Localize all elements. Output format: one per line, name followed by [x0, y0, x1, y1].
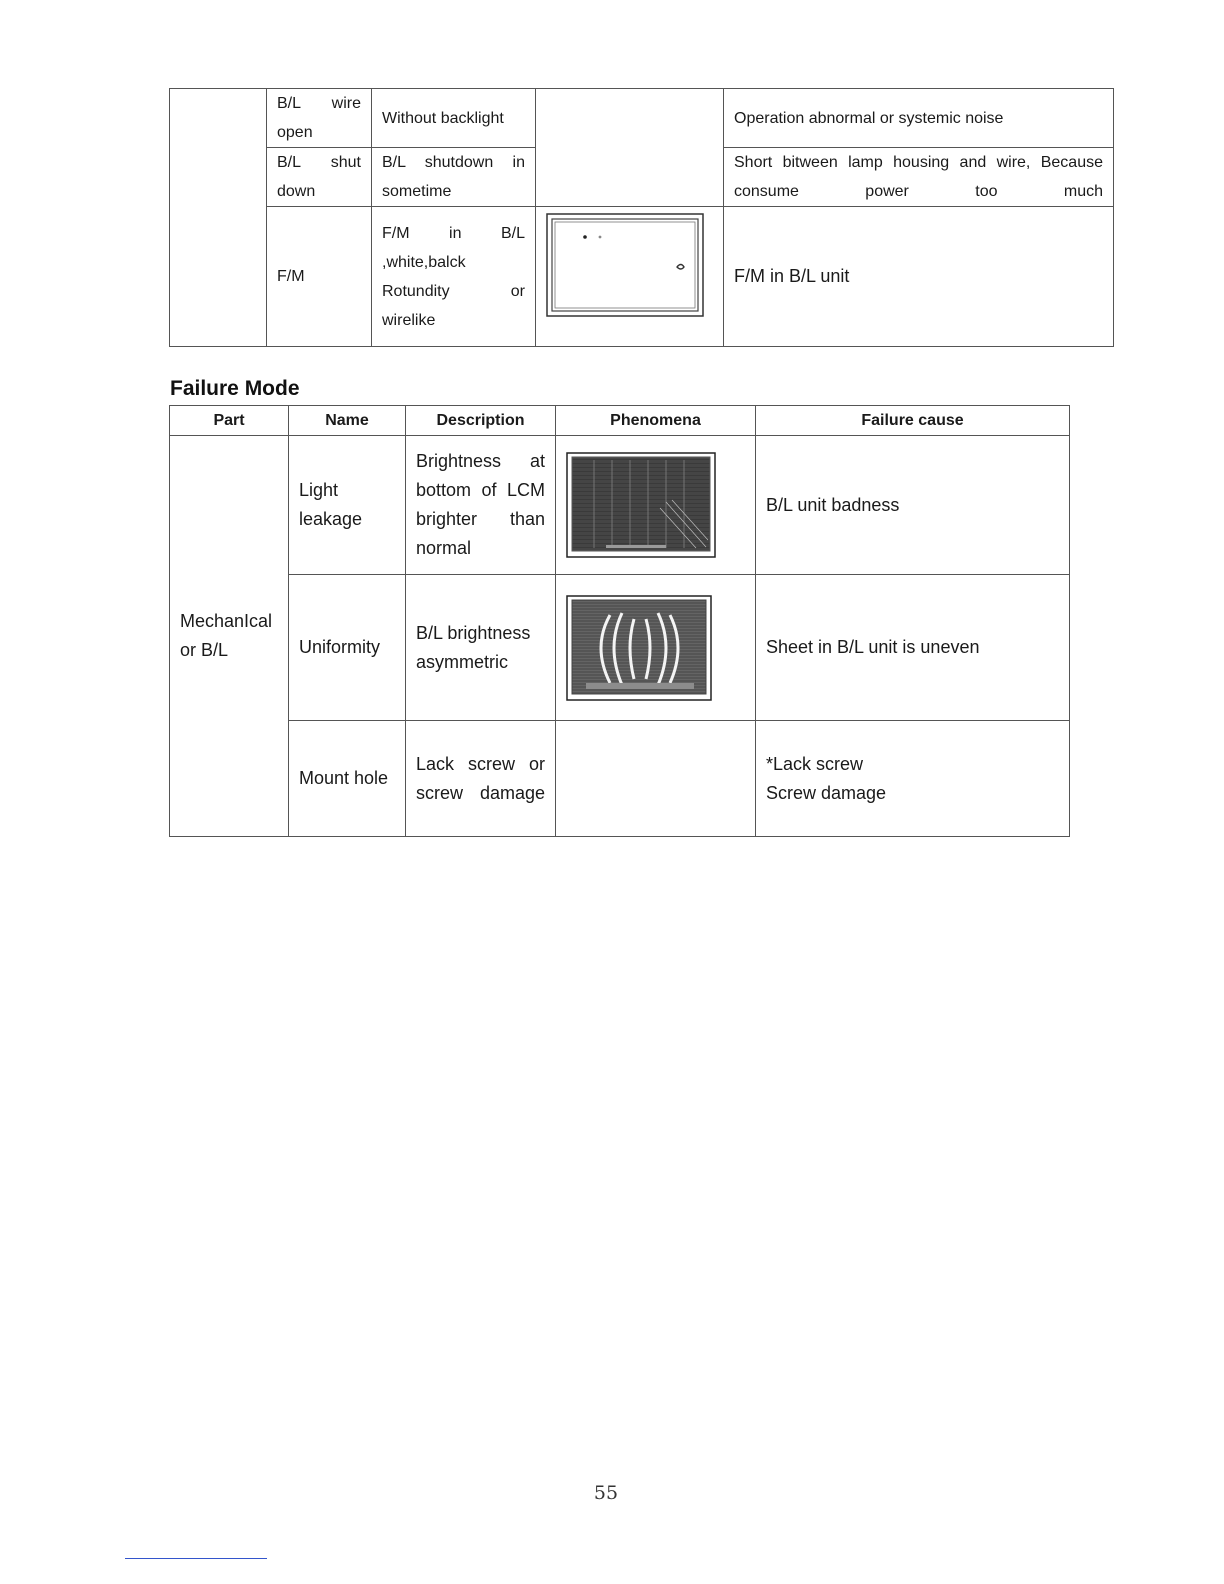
page-number: 55 [593, 1482, 619, 1504]
cause-cell: Operation abnormal or systemic noise [724, 89, 1114, 148]
name-cell: Light leakage [289, 436, 406, 575]
foreign-matter-panel-image [546, 213, 704, 317]
part-cell: MechanIcal or B/L [170, 436, 289, 837]
description-cell: Lack screw or screw damage [406, 721, 556, 837]
table-row [170, 575, 1070, 721]
cause-cell: F/M in B/L unit [724, 207, 1114, 347]
table-row [170, 89, 1114, 148]
footnote-divider [125, 1558, 267, 1559]
cause-cell: Short bitween lamp housing and wire, Because consume power too much [724, 148, 1114, 207]
phenomena-cell [556, 721, 756, 837]
name-cell: B/L wire open [267, 89, 372, 148]
cause-cell: Sheet in B/L unit is uneven [756, 575, 1070, 721]
description-cell: Brightness at bottom of LCM brighter than normal [406, 436, 556, 575]
description-cell: B/L brightness asymmetric [406, 575, 556, 721]
phenomena-cell [556, 436, 756, 575]
cause-cell: B/L unit badness [756, 436, 1070, 575]
name-cell: F/M [267, 207, 372, 347]
table-row [170, 207, 1114, 347]
name-cell: Uniformity [289, 575, 406, 721]
phenomena-cell [556, 575, 756, 721]
cause-line: *Lack screw [766, 753, 864, 774]
failure-mode-table [169, 405, 1070, 837]
description-cell: F/M in B/L ,white,balck Rotundity or wirelike [372, 207, 536, 347]
header-part: Part [170, 406, 289, 436]
header-row [170, 406, 1070, 436]
continued-failure-table [169, 88, 1114, 347]
description-cell: Without backlight [372, 89, 536, 148]
cause-cell [756, 721, 1070, 837]
phenomena-cell [536, 89, 724, 207]
description-cell: B/L shutdown in sometime [372, 148, 536, 207]
table-row [170, 436, 1070, 575]
part-cell [170, 89, 267, 347]
table-row [170, 721, 1070, 837]
name-cell: Mount hole [289, 721, 406, 837]
header-phenomena: Phenomena [556, 406, 756, 436]
phenomena-cell [536, 207, 724, 347]
header-description: Description [406, 406, 556, 436]
light-leakage-image [566, 452, 716, 558]
section-title: Failure Mode [170, 377, 300, 400]
name-cell: B/L shut down [267, 148, 372, 207]
header-name: Name [289, 406, 406, 436]
uniformity-image [566, 595, 712, 701]
header-cause: Failure cause [756, 406, 1070, 436]
cause-line: Screw damage [766, 782, 887, 803]
